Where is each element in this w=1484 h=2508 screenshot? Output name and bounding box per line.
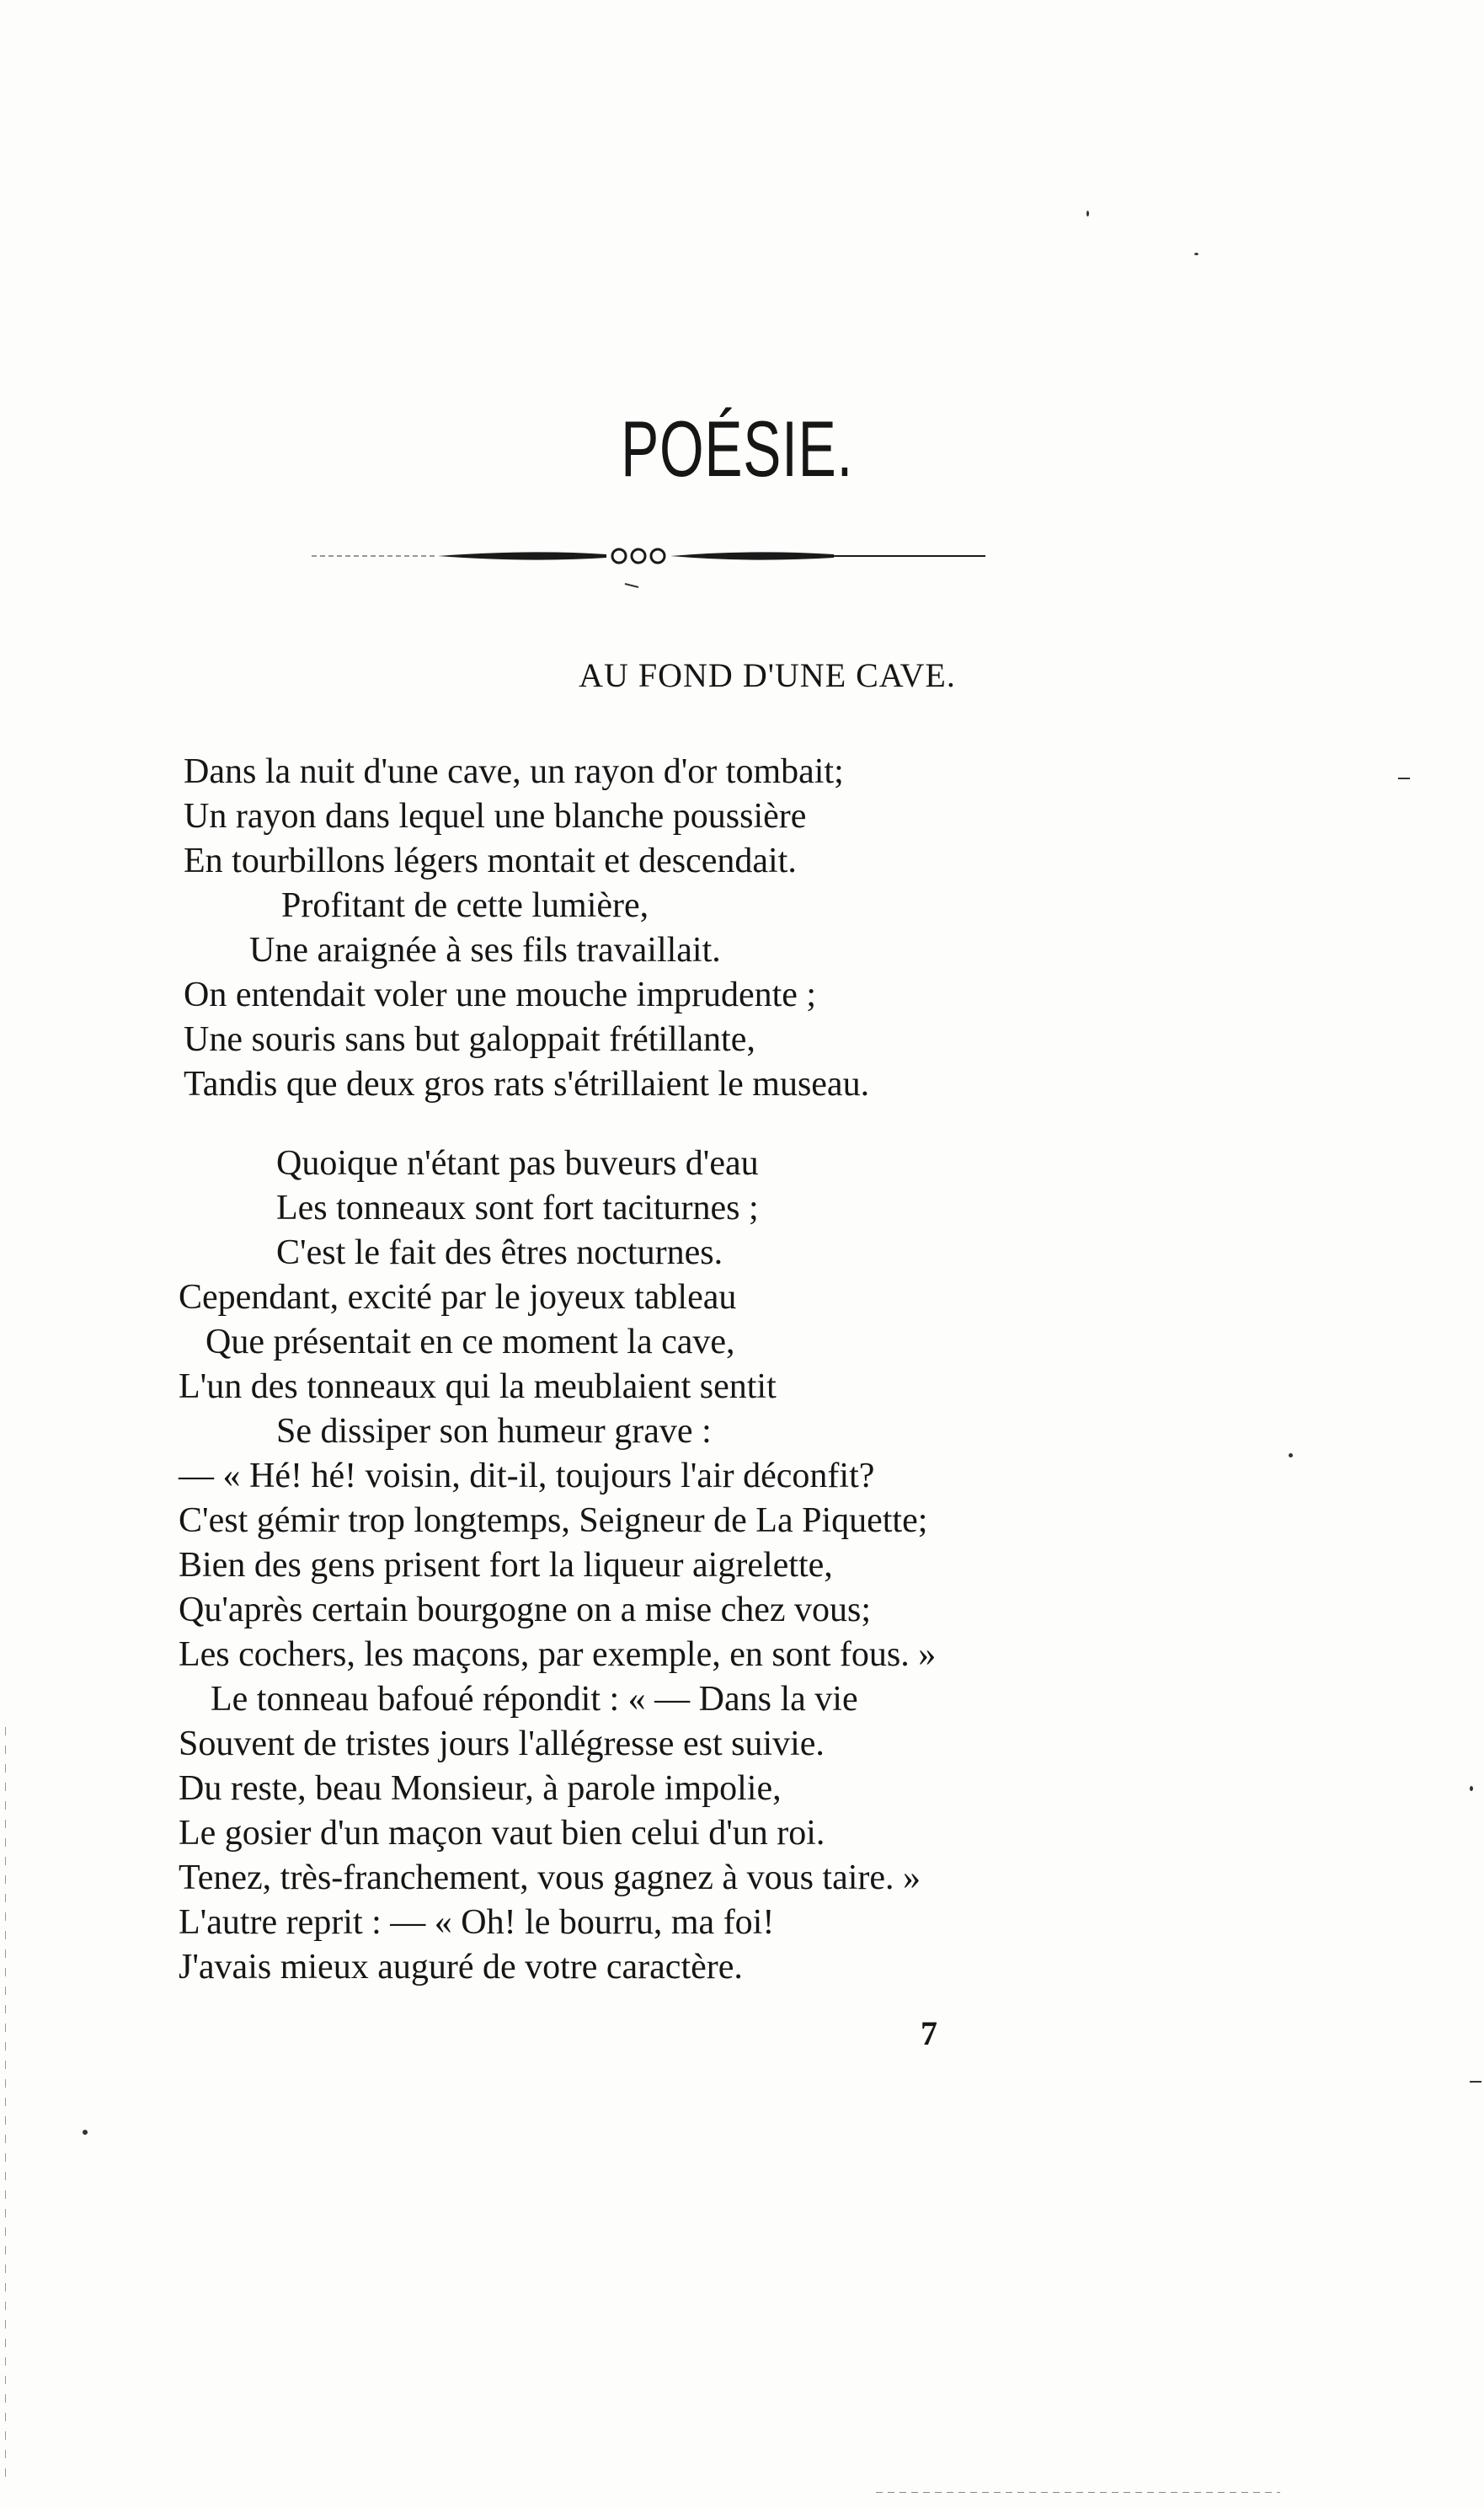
poem-line: Une araignée à ses fils travaillait. [249,931,721,970]
poem-line: Se dissiper son humeur grave : [276,1412,712,1451]
poem-line: Du reste, beau Monsieur, à parole impolie, [179,1769,782,1808]
ink-speck [1194,253,1198,255]
poem-title: AU FOND D'UNE CAVE. [579,656,956,694]
ink-speck [1289,1453,1293,1457]
ornament-divider [312,539,985,573]
poem-line: Tandis que deux gros rats s'étrillaient le museau. [184,1065,870,1104]
poem-line: Tenez, très-franchement, vous gagnez à vous taire. » [179,1858,921,1897]
poem-line: J'avais mieux auguré de votre caractère. [179,1948,743,1987]
poem-line: Souvent de tristes jours l'allégresse est suivie. [179,1725,825,1763]
poem-line: Les cochers, les maçons, par exemple, en sont fous. » [179,1635,937,1674]
poem-line: Quoique n'étant pas buveurs d'eau [276,1144,759,1183]
scan-edge-rule [5,1727,6,2485]
poem-line: Le tonneau bafoué répondit : « — Dans la vie [211,1680,858,1719]
poem-line: Profitant de cette lumière, [281,886,649,925]
scan-bottom-rule [876,2492,1280,2493]
poem-line: C'est le fait des êtres nocturnes. [276,1233,723,1272]
poem-line: Dans la nuit d'une cave, un rayon d'or tombait; [184,752,844,791]
poem-line: Bien des gens prisent fort la liqueur aigrelette, [179,1546,833,1585]
poem-line: Qu'après certain bourgogne on a mise chez vous; [179,1591,872,1629]
poem-line: Une souris sans but galoppait frétillante, [184,1020,755,1059]
ink-speck [1086,211,1089,217]
ink-speck [1398,778,1410,779]
ink-speck [1470,2081,1481,2083]
poem-line: L'un des tonneaux qui la meublaient sentit [179,1367,777,1406]
poem-line: Que présentait en ce moment la cave, [206,1323,735,1361]
ink-mark [623,581,640,590]
poem-line: C'est gémir trop longtemps, Seigneur de La Piquette; [179,1501,928,1540]
poem-line: — « Hé! hé! voisin, dit-il, toujours l'air déconfit? [179,1457,875,1495]
page-number: 7 [921,2014,937,2052]
poem-line: Le gosier d'un maçon vaut bien celui d'un roi. [179,1814,825,1853]
poem-line: On entendait voler une mouche imprudente ; [184,976,817,1014]
poem-line: Un rayon dans lequel une blanche poussière [184,797,807,836]
poem-line: L'autre reprit : — « Oh! le bourru, ma foi! [179,1903,775,1942]
ink-speck [1470,1786,1473,1791]
page-heading: POÉSIE. [621,404,854,493]
ink-speck [83,2130,88,2135]
poem-line: Les tonneaux sont fort taciturnes ; [276,1189,759,1227]
poem-line: Cependant, excité par le joyeux tableau [179,1278,737,1317]
poem-line: En tourbillons légers montait et descendait. [184,842,797,880]
